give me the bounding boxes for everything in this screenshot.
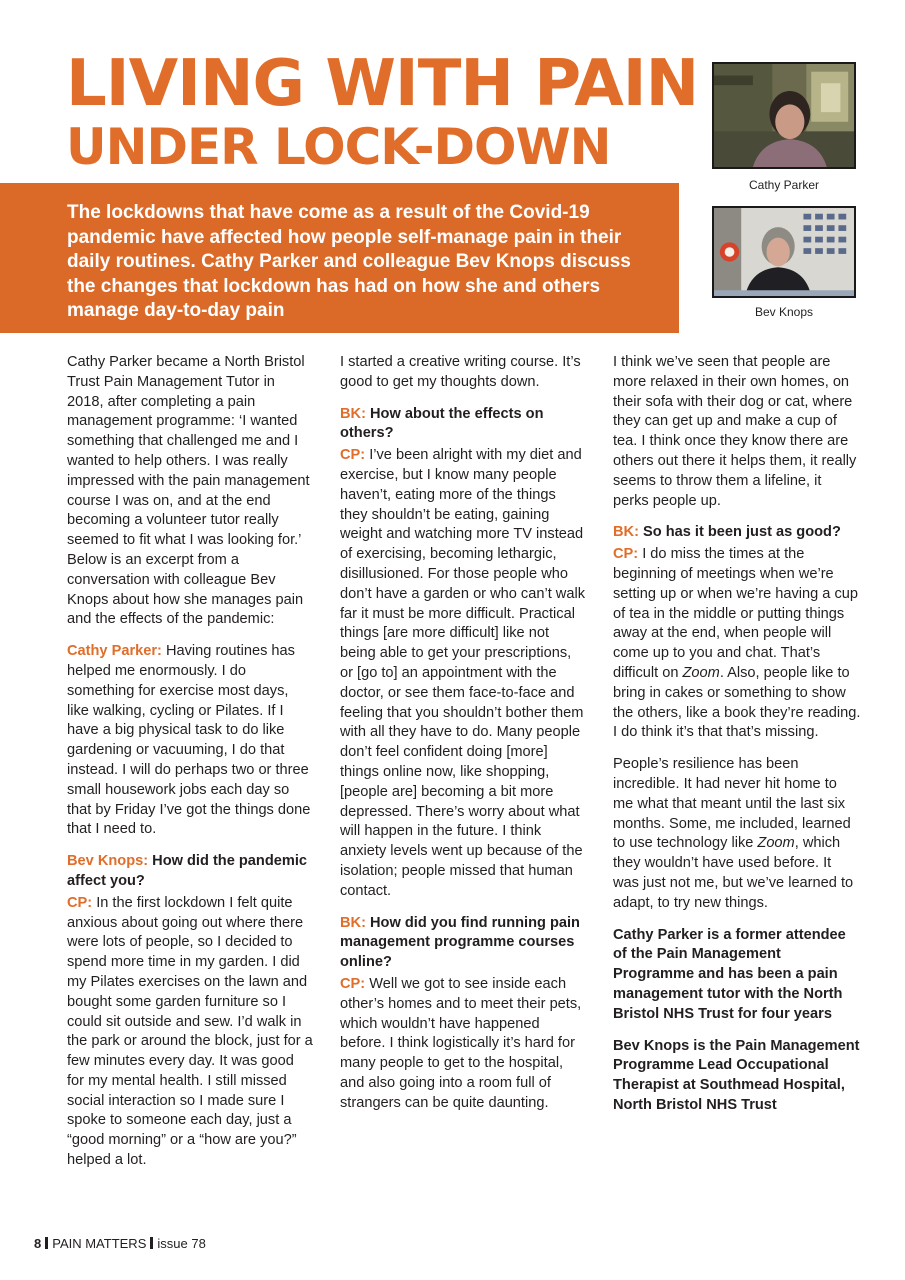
- footer-divider: [45, 1237, 48, 1249]
- page-footer: [34, 1236, 206, 1251]
- answer-text: Well we got to see inside each other’s homes and to meet their pets, which wouldn’t have happened before. I think logistically it’s hard for many people to get to the hospital, and also going into a room full of strangers can be quite daunting.: [340, 975, 582, 1111]
- issue-number: issue 78: [157, 1236, 206, 1251]
- paragraph-text: , which they wouldn’t have used before. It was just not me, but we’ve learned to adapt, to try new things.: [613, 835, 854, 911]
- speaker-label: BK:: [340, 914, 366, 931]
- footer-divider: [150, 1237, 153, 1249]
- speaker-label: CP:: [340, 975, 366, 992]
- article-column-3: [613, 353, 861, 1128]
- intro-text: The lockdowns that have come as a result of the Covid-19 pandemic have affected how people self-manage pain in their daily routines. Cathy Parker and colleague Bev Knops discuss the changes that lockdown has had on how she and others manage day-to-day pain: [67, 202, 631, 321]
- article-title: [66, 47, 706, 176]
- answer-online: [340, 975, 586, 1114]
- answer-pandemic: [67, 894, 313, 1171]
- paragraph-resilience: [613, 755, 861, 913]
- bio-bev-knops: Bev Knops is the Pain Management Programme Lead Occupational Therapist at Southmead Hospital, North Bristol NHS Trust: [613, 1037, 860, 1113]
- answer-text: . Also, people like to bring in cakes or something to show the others, like a book they’re reading. I do think it’s that that’s missing.: [613, 664, 861, 741]
- cathy-parker-photo: [712, 62, 856, 169]
- question-text: How did the pandemic affect you?: [67, 853, 308, 889]
- paragraph-relaxed: I think we’ve seen that people are more relaxed in their own homes, on their sofa with their dog or cat, where they can get up and make a cup of tea. I think once they know there are others out there it helps them, it really seems to throw them a lifeline, it perks people up.: [613, 354, 857, 509]
- publication-name: PAIN MATTERS: [52, 1236, 147, 1251]
- zoom-emphasis: Zoom: [682, 664, 720, 681]
- bio-cathy-parker: Cathy Parker is a former attendee of the Pain Management Programme and has been a pain management tutor with the North Bristol NHS Trust for four years: [613, 926, 846, 1022]
- question-as-good: [613, 523, 861, 543]
- article-column-2: [340, 353, 586, 1125]
- intro-paragraph: Cathy Parker became a North Bristol Trust Pain Management Tutor in 2018, after completing a pain management programme: ‘I wanted something that challenged me and I wanted to help others. I was really impressed with the pain management course I was on, and at the end becoming a volunteer tutor really seemed to fit what I was looking for.’ Below is an excerpt from a conversation with colleague Bev Knops about how she manages pain and the effects of the pandemic:: [67, 354, 310, 628]
- cathy-parker-caption: Cathy Parker: [748, 178, 820, 192]
- question-effects: [340, 405, 586, 445]
- question-online: [340, 914, 586, 973]
- article-column-1: [67, 353, 313, 1183]
- question-text: So has it been just as good?: [638, 524, 841, 541]
- bev-knops-caption: Bev Knops: [754, 305, 814, 319]
- paragraph-routines: [67, 642, 313, 840]
- question-pandemic: [67, 852, 313, 892]
- paragraph-writing: I started a creative writing course. It’s good to get my thoughts down.: [340, 354, 581, 390]
- speaker-label: CP:: [340, 447, 366, 464]
- answer-text: I’ve been alright with my diet and exercise, but I know many people haven’t, eating more of the things they shouldn’t be eating, gaining weight and watching more TV instead of exercising, becoming lethargic, disillusioned. For those people who don’t have a garden or who can’t walk far it must be more difficult. Practical things [are more difficult] like not being able to get your prescriptions, or [go to] an appointment with the doctor, or see them face-to-face and feeling that you shouldn’t bother them with all they have to do. Many people don’t feel confident doing [more] things online now, like shopping, [people are] becoming a bit more depressed. There’s worry about what will happen in the future. I think anxiety levels went up because of the isolation; people missed that human contact.: [340, 447, 586, 899]
- speaker-label: CP:: [67, 894, 93, 911]
- answer-as-good: [613, 545, 861, 743]
- answer-text: In the first lockdown I felt quite anxious about going out where there were lots of people, so I decided to spend more time in my garden. I did my Pilates exercises on the lawn and bought some garden furniture so I could sit outside and sew. I’d walk in the park or around the block, just for a few minutes every day. It was good for my mental health. I still missed social interaction so I made sure I spoke to someone each day, just a “good morning” or a “how are you?” helped a lot.: [67, 894, 313, 1169]
- zoom-emphasis: Zoom: [757, 835, 795, 852]
- speaker-label: CP:: [613, 546, 639, 563]
- answer-text: Having routines has helped me enormously. I do something for exercise most days, like walking, cycling or Pilates. If I have a big physical task to do like gardening or vacuuming, I do that instead. I will do perhaps two or three small housework jobs each day so that by Friday I’ve got the things done that I need to.: [67, 643, 311, 838]
- question-text: How about the effects on others?: [340, 405, 544, 442]
- speaker-label: BK:: [340, 405, 366, 422]
- speaker-label: Cathy Parker:: [67, 643, 162, 660]
- question-text: How did you find running pain management programme courses online?: [340, 914, 580, 971]
- intro-banner: [0, 183, 679, 333]
- speaker-label: BK:: [613, 524, 639, 541]
- speaker-label: Bev Knops:: [67, 853, 149, 870]
- answer-text: I do miss the times at the beginning of meetings when we’re setting up or when we’re having a cup of tea in the middle or putting things away at the end, when people will come up to you and chat. That’s difficult on: [613, 546, 859, 681]
- title-line-1: LIVING WITH PAIN: [66, 47, 699, 121]
- title-line-2: UNDER LOCK-DOWN: [66, 118, 611, 176]
- bev-knops-photo: [712, 206, 856, 298]
- paragraph-text: People’s resilience has been incredible. It had never hit home to me what that meant until the last six months. Some, me included, learned to use technology like: [613, 756, 851, 852]
- answer-effects: [340, 446, 586, 901]
- page-number: 8: [34, 1236, 42, 1251]
